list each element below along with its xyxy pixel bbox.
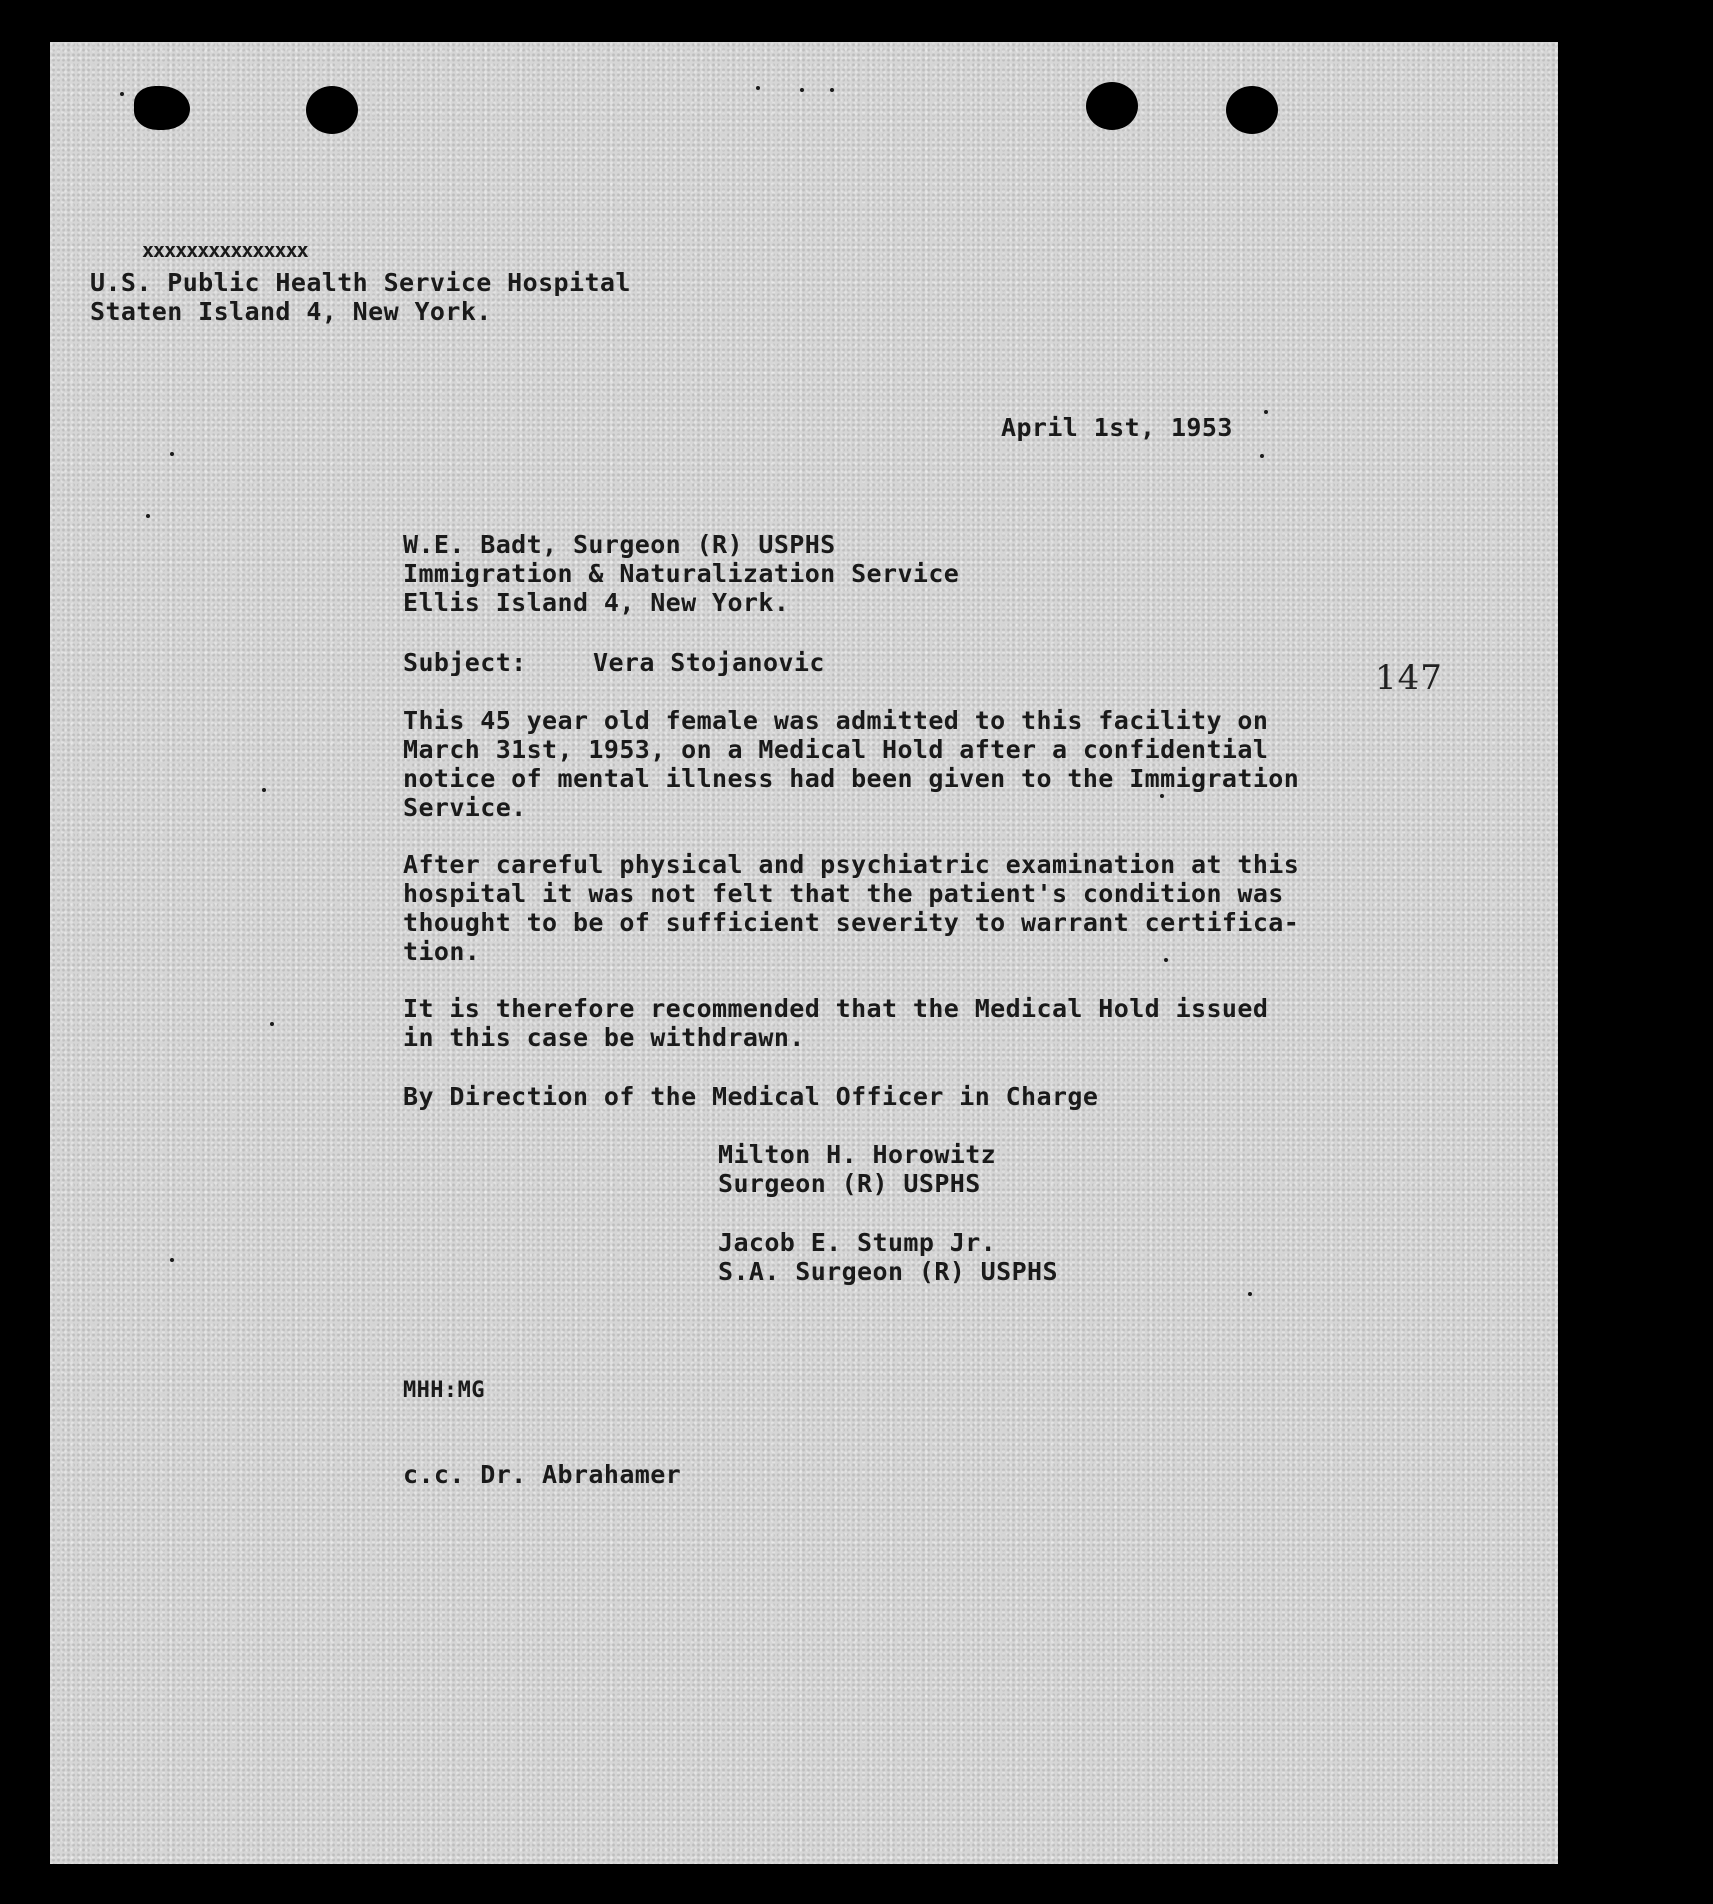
reference-initials: MHH:MG (403, 1378, 485, 1403)
speck (1160, 794, 1164, 798)
speck (1260, 454, 1264, 458)
speck (1264, 410, 1268, 414)
ink-blot (134, 86, 190, 130)
recipient-line-3: Ellis Island 4, New York. (403, 588, 790, 617)
carbon-copy-line: c.c. Dr. Abrahamer (403, 1460, 682, 1489)
punch-hole (1226, 86, 1278, 134)
speck (1164, 958, 1168, 962)
speck (1248, 1292, 1252, 1296)
subject-value: Vera Stojanovic (593, 648, 825, 677)
letterhead-line-2: Staten Island 4, New York. (90, 297, 492, 326)
recipient-line-1: W.E. Badt, Surgeon (R) USPHS (403, 530, 836, 559)
letterhead-line-1: U.S. Public Health Service Hospital (90, 268, 631, 297)
speck (800, 88, 804, 92)
body-paragraph-1-line-1: This 45 year old female was admitted to this facility on (403, 706, 1269, 735)
body-paragraph-1-line-3: notice of mental illness had been given to the Immigration (403, 764, 1300, 793)
signatory-2-title: S.A. Surgeon (R) USPHS (718, 1257, 1058, 1286)
document-page (50, 42, 1558, 1864)
speck (170, 1258, 174, 1262)
speck (830, 88, 834, 92)
speck (756, 86, 760, 90)
body-paragraph-2-line-1: After careful physical and psychiatric examination at this (403, 850, 1300, 879)
punch-hole (1086, 82, 1138, 130)
speck (270, 1022, 274, 1026)
body-paragraph-1-line-2: March 31st, 1953, on a Medical Hold after a confidential (403, 735, 1269, 764)
direction-line: By Direction of the Medical Officer in Charge (403, 1082, 1099, 1111)
body-paragraph-3-line-1: It is therefore recommended that the Medical Hold issued (403, 994, 1269, 1023)
recipient-line-2: Immigration & Naturalization Service (403, 559, 960, 588)
page-number: 147 (1375, 658, 1443, 698)
punch-hole (306, 86, 358, 134)
signatory-1-name: Milton H. Horowitz (718, 1140, 997, 1169)
speck (262, 788, 266, 792)
body-paragraph-3-line-2: in this case be withdrawn. (403, 1023, 805, 1052)
body-paragraph-2-line-4: tion. (403, 937, 481, 966)
body-paragraph-2-line-3: thought to be of sufficient severity to warrant certifica- (403, 908, 1300, 937)
speck (120, 92, 124, 96)
speck (146, 514, 150, 518)
letter-date: April 1st, 1953 (1001, 413, 1233, 442)
letterhead-strikeout: xxxxxxxxxxxxxxx (142, 238, 308, 262)
signatory-1-title: Surgeon (R) USPHS (718, 1169, 981, 1198)
subject-label: Subject: (403, 648, 527, 677)
signatory-2-name: Jacob E. Stump Jr. (718, 1228, 997, 1257)
body-paragraph-2-line-2: hospital it was not felt that the patient's condition was (403, 879, 1284, 908)
speck (170, 452, 174, 456)
body-paragraph-1-line-4: Service. (403, 793, 527, 822)
